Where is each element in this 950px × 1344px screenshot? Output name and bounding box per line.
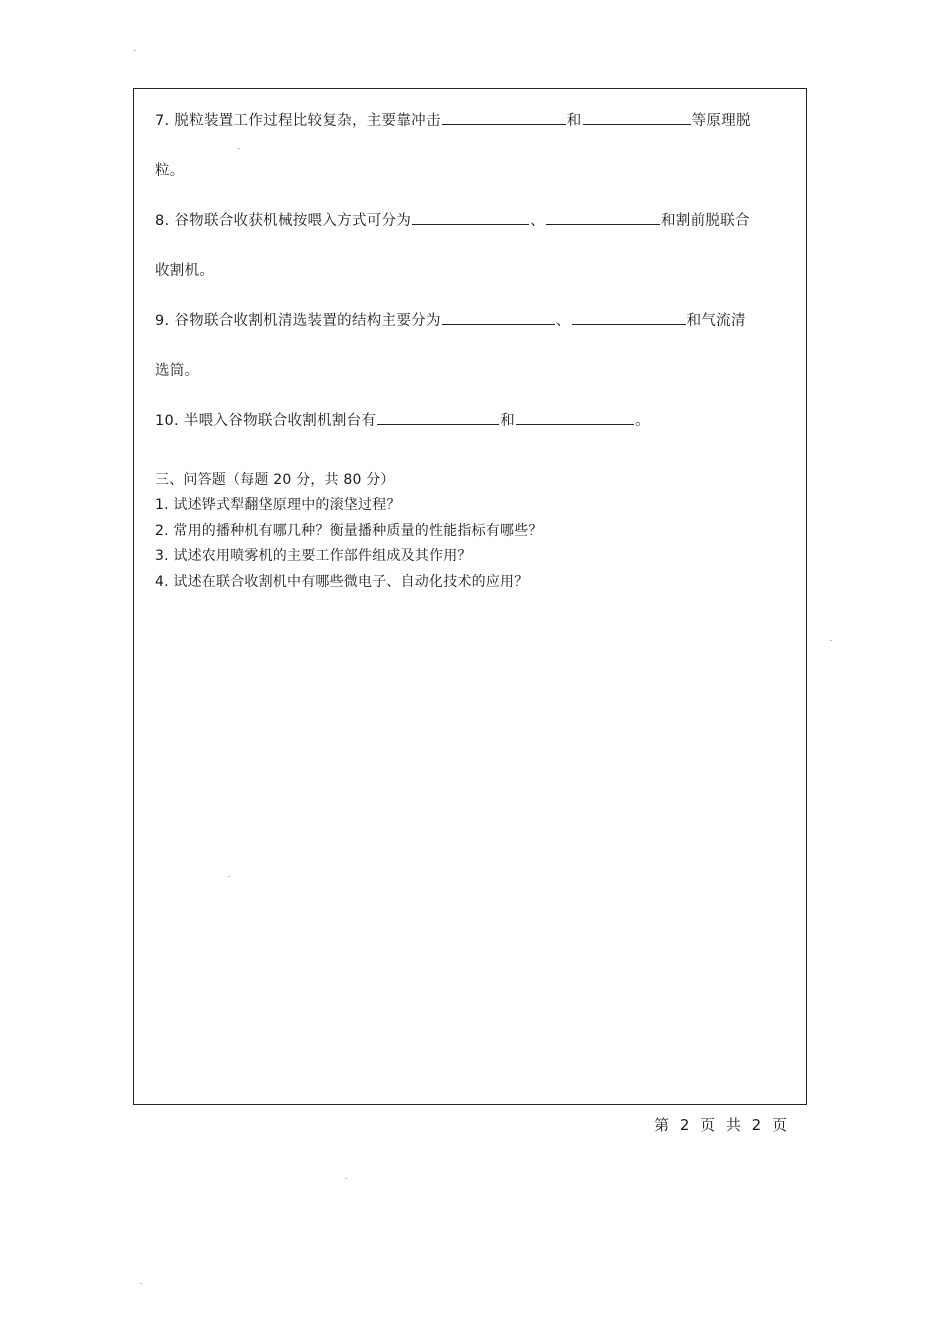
question-8-text: 8. 谷物联合收获机械按喂入方式可分为 xyxy=(155,213,412,229)
scan-speck xyxy=(134,50,136,51)
question-10-blank-1[interactable] xyxy=(377,410,499,425)
essay-question-4: 4. 试述在联合收割机中有哪些微电子、自动化技术的应用？ xyxy=(155,574,529,590)
scan-speck xyxy=(345,1178,347,1179)
exam-page-frame xyxy=(133,88,807,1105)
question-9-blank-1[interactable] xyxy=(442,310,555,325)
question-8-separator: 、 xyxy=(530,213,545,229)
question-7-line-1 xyxy=(155,110,751,131)
scan-speck xyxy=(238,148,240,149)
essay-question-1: 1. 试述铧式犁翻垡原理中的滚垡过程？ xyxy=(155,497,401,513)
question-10-text-end: 。 xyxy=(635,413,650,429)
page-number: 第 2 页 共 2 页 xyxy=(654,1116,790,1134)
scan-speck xyxy=(830,640,832,641)
question-7-text-tail: 等原理脱 xyxy=(691,113,751,129)
essay-question-2: 2. 常用的播种机有哪几种？衡量播种质量的性能指标有哪些？ xyxy=(155,523,543,539)
section-3-heading: 三、问答题（每题 20 分，共 80 分） xyxy=(155,472,395,488)
essay-question-3: 3. 试述农用喷雾机的主要工作部件组成及其作用？ xyxy=(155,548,472,564)
question-7-text-end: 粒。 xyxy=(155,163,185,179)
question-7-text: 7. 脱粒装置工作过程比较复杂，主要靠冲击 xyxy=(155,113,441,129)
question-10-conjunction: 和 xyxy=(500,413,516,429)
scan-speck xyxy=(140,1283,142,1284)
question-9-text: 9. 谷物联合收割机清选装置的结构主要分为 xyxy=(155,313,441,329)
question-10-text: 10. 半喂入谷物联合收割机割台有 xyxy=(155,413,377,429)
question-9-text-end: 选筒。 xyxy=(155,363,200,379)
question-8-blank-1[interactable] xyxy=(412,210,529,225)
question-8-blank-2[interactable] xyxy=(546,210,660,225)
question-10-blank-2[interactable] xyxy=(516,410,634,425)
question-8-text-tail: 和割前脱联合 xyxy=(660,213,750,229)
question-9-blank-2[interactable] xyxy=(572,310,686,325)
question-8-line-1 xyxy=(155,210,750,231)
question-8-line-2 xyxy=(155,261,214,281)
question-9-text-tail: 和气流清 xyxy=(686,313,746,329)
question-7-blank-2[interactable] xyxy=(583,110,691,125)
question-7-conjunction: 和 xyxy=(566,113,582,129)
question-9-separator: 、 xyxy=(555,313,571,329)
question-9-line-1 xyxy=(155,310,746,331)
question-10-line xyxy=(155,410,650,431)
question-7-line-2 xyxy=(155,161,185,181)
scan-speck xyxy=(228,876,230,877)
question-7-blank-1[interactable] xyxy=(442,110,566,125)
question-8-text-end: 收割机。 xyxy=(155,263,215,279)
question-9-line-2 xyxy=(155,361,199,381)
